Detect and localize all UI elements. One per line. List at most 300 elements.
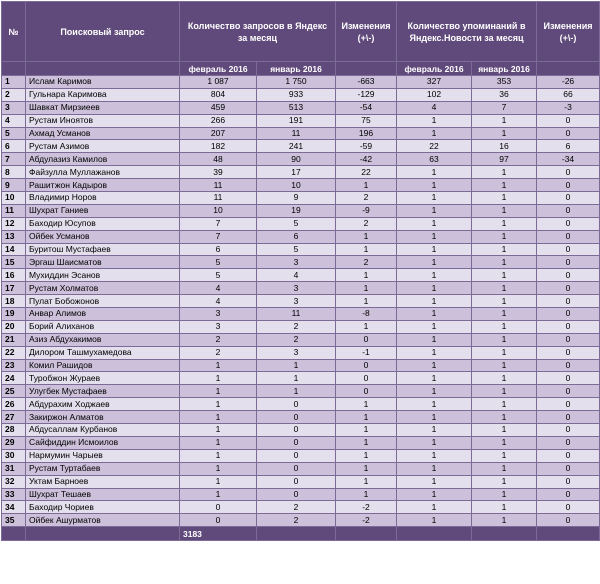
mentions-change: -26 <box>537 76 600 89</box>
table-row <box>2 140 600 153</box>
mentions-feb: 1 <box>397 346 472 359</box>
row-number: 26 <box>2 398 26 411</box>
table-row <box>2 359 600 372</box>
requests-jan: 11 <box>257 308 336 321</box>
query-name: Рустам Холматов <box>26 282 180 295</box>
requests-change: -2 <box>336 501 397 514</box>
requests-feb: 1 <box>180 398 257 411</box>
mentions-feb: 1 <box>397 192 472 205</box>
subheader-feb-mentions: февраль 2016 <box>397 62 472 76</box>
mentions-feb: 1 <box>397 282 472 295</box>
table-row <box>2 204 600 217</box>
mentions-change: 0 <box>537 192 600 205</box>
mentions-feb: 1 <box>397 179 472 192</box>
mentions-change: 0 <box>537 256 600 269</box>
mentions-feb: 1 <box>397 488 472 501</box>
requests-jan: 0 <box>257 488 336 501</box>
requests-change: 1 <box>336 282 397 295</box>
table-row <box>2 282 600 295</box>
query-name: Владимир Норов <box>26 192 180 205</box>
mentions-change: 0 <box>537 372 600 385</box>
requests-jan: 6 <box>257 230 336 243</box>
requests-change: 0 <box>336 385 397 398</box>
mentions-feb: 1 <box>397 514 472 527</box>
table-row <box>2 436 600 449</box>
requests-change: 1 <box>336 488 397 501</box>
header-row <box>2 2 600 62</box>
query-name: Абдусаллам Курбанов <box>26 424 180 437</box>
row-number: 17 <box>2 282 26 295</box>
row-number: 22 <box>2 346 26 359</box>
row-number: 25 <box>2 385 26 398</box>
mentions-change: 0 <box>537 424 600 437</box>
requests-jan: 3 <box>257 295 336 308</box>
row-number: 35 <box>2 514 26 527</box>
query-name: Буритош Мустафаев <box>26 243 180 256</box>
requests-change: -663 <box>336 76 397 89</box>
mentions-change: 0 <box>537 295 600 308</box>
mentions-change: 0 <box>537 462 600 475</box>
requests-change: 0 <box>336 333 397 346</box>
mentions-feb: 1 <box>397 385 472 398</box>
query-name: Азиз Абдухакимов <box>26 333 180 346</box>
mentions-jan: 1 <box>472 449 537 462</box>
requests-change: 1 <box>336 230 397 243</box>
table-row <box>2 333 600 346</box>
mentions-jan: 1 <box>472 308 537 321</box>
header-query: Поисковый запрос <box>26 2 180 62</box>
mentions-jan: 1 <box>472 385 537 398</box>
requests-jan: 1 <box>257 359 336 372</box>
table-row <box>2 346 600 359</box>
requests-jan: 2 <box>257 514 336 527</box>
requests-feb: 1 <box>180 359 257 372</box>
table-row <box>2 217 600 230</box>
requests-jan: 0 <box>257 398 336 411</box>
row-number: 27 <box>2 411 26 424</box>
mentions-jan: 1 <box>472 411 537 424</box>
requests-feb: 1 <box>180 449 257 462</box>
query-name: Ислам Каримов <box>26 76 180 89</box>
mentions-feb: 1 <box>397 449 472 462</box>
table-row <box>2 127 600 140</box>
mentions-feb: 1 <box>397 127 472 140</box>
requests-feb: 207 <box>180 127 257 140</box>
requests-feb: 4 <box>180 282 257 295</box>
mentions-change: -3 <box>537 101 600 114</box>
mentions-change: 0 <box>537 269 600 282</box>
total-empty <box>397 527 472 541</box>
table-row <box>2 88 600 101</box>
mentions-jan: 1 <box>472 436 537 449</box>
query-name: Туробжон Жураев <box>26 372 180 385</box>
query-name: Баходир Юсупов <box>26 217 180 230</box>
requests-change: 1 <box>336 398 397 411</box>
requests-jan: 5 <box>257 217 336 230</box>
row-number: 13 <box>2 230 26 243</box>
mentions-feb: 1 <box>397 411 472 424</box>
mentions-jan: 353 <box>472 76 537 89</box>
mentions-jan: 1 <box>472 295 537 308</box>
requests-jan: 4 <box>257 269 336 282</box>
requests-jan: 191 <box>257 114 336 127</box>
row-number: 10 <box>2 192 26 205</box>
mentions-change: 0 <box>537 346 600 359</box>
table-row <box>2 114 600 127</box>
mentions-feb: 22 <box>397 140 472 153</box>
mentions-jan: 1 <box>472 359 537 372</box>
mentions-change: 0 <box>537 398 600 411</box>
requests-feb: 1 <box>180 411 257 424</box>
requests-feb: 1 <box>180 462 257 475</box>
row-number: 14 <box>2 243 26 256</box>
row-number: 19 <box>2 308 26 321</box>
query-name: Файзулла Муллажанов <box>26 166 180 179</box>
mentions-jan: 1 <box>472 166 537 179</box>
table-body <box>2 76 600 527</box>
requests-feb: 1 <box>180 475 257 488</box>
table-row <box>2 76 600 89</box>
mentions-jan: 1 <box>472 346 537 359</box>
requests-change: -1 <box>336 346 397 359</box>
requests-jan: 11 <box>257 127 336 140</box>
table-row <box>2 308 600 321</box>
row-number: 1 <box>2 76 26 89</box>
requests-feb: 4 <box>180 295 257 308</box>
requests-feb: 5 <box>180 269 257 282</box>
row-number: 9 <box>2 179 26 192</box>
requests-feb: 266 <box>180 114 257 127</box>
total-value: 3183 <box>180 527 257 541</box>
total-empty <box>257 527 336 541</box>
mentions-jan: 1 <box>472 192 537 205</box>
requests-jan: 2 <box>257 501 336 514</box>
mentions-jan: 1 <box>472 475 537 488</box>
requests-change: 22 <box>336 166 397 179</box>
mentions-change: 6 <box>537 140 600 153</box>
mentions-change: 0 <box>537 114 600 127</box>
requests-jan: 90 <box>257 153 336 166</box>
mentions-jan: 1 <box>472 462 537 475</box>
requests-change: 1 <box>336 295 397 308</box>
requests-change: -2 <box>336 514 397 527</box>
requests-jan: 9 <box>257 192 336 205</box>
mentions-feb: 4 <box>397 101 472 114</box>
mentions-change: 0 <box>537 230 600 243</box>
table-row <box>2 501 600 514</box>
requests-feb: 7 <box>180 230 257 243</box>
row-number: 11 <box>2 204 26 217</box>
query-name: Эргаш Шаисматов <box>26 256 180 269</box>
mentions-feb: 1 <box>397 217 472 230</box>
query-name: Ойбек Ашурматов <box>26 514 180 527</box>
total-empty <box>472 527 537 541</box>
mentions-change: 0 <box>537 411 600 424</box>
requests-jan: 933 <box>257 88 336 101</box>
query-name: Баходир Чориев <box>26 501 180 514</box>
table-row <box>2 295 600 308</box>
row-number: 29 <box>2 436 26 449</box>
row-number: 16 <box>2 269 26 282</box>
query-name: Рустам Туртабаев <box>26 462 180 475</box>
query-name: Рашитжон Кадыров <box>26 179 180 192</box>
mentions-change: 0 <box>537 514 600 527</box>
table-row <box>2 385 600 398</box>
mentions-jan: 1 <box>472 127 537 140</box>
requests-feb: 1 <box>180 436 257 449</box>
header-news-mentions: Количество упоминаний в Яндекс.Новости за месяц <box>397 2 537 62</box>
mentions-jan: 7 <box>472 101 537 114</box>
mentions-feb: 1 <box>397 320 472 333</box>
table-row <box>2 256 600 269</box>
mentions-jan: 36 <box>472 88 537 101</box>
subheader-row <box>2 62 600 76</box>
mentions-jan: 16 <box>472 140 537 153</box>
requests-change: 1 <box>336 243 397 256</box>
table-row <box>2 398 600 411</box>
table-row <box>2 101 600 114</box>
requests-feb: 1 <box>180 424 257 437</box>
mentions-feb: 1 <box>397 295 472 308</box>
mentions-feb: 327 <box>397 76 472 89</box>
requests-change: 2 <box>336 256 397 269</box>
requests-jan: 2 <box>257 333 336 346</box>
subheader-jan-requests: январь 2016 <box>257 62 336 76</box>
query-name: Ахмад Усманов <box>26 127 180 140</box>
mentions-change: 0 <box>537 243 600 256</box>
table-row <box>2 449 600 462</box>
requests-jan: 0 <box>257 475 336 488</box>
row-number: 15 <box>2 256 26 269</box>
requests-change: 2 <box>336 217 397 230</box>
mentions-change: 0 <box>537 166 600 179</box>
mentions-jan: 1 <box>472 114 537 127</box>
table-row <box>2 243 600 256</box>
mentions-jan: 1 <box>472 488 537 501</box>
requests-feb: 1 <box>180 385 257 398</box>
requests-jan: 3 <box>257 346 336 359</box>
requests-feb: 10 <box>180 204 257 217</box>
table-row <box>2 411 600 424</box>
table-row <box>2 269 600 282</box>
mentions-feb: 1 <box>397 462 472 475</box>
requests-change: 0 <box>336 359 397 372</box>
mentions-jan: 1 <box>472 204 537 217</box>
mentions-change: 0 <box>537 359 600 372</box>
table-row <box>2 424 600 437</box>
table-row <box>2 320 600 333</box>
requests-jan: 241 <box>257 140 336 153</box>
mentions-jan: 1 <box>472 424 537 437</box>
requests-jan: 3 <box>257 282 336 295</box>
requests-feb: 459 <box>180 101 257 114</box>
requests-change: -42 <box>336 153 397 166</box>
mentions-jan: 1 <box>472 269 537 282</box>
mentions-jan: 1 <box>472 501 537 514</box>
subheader-empty <box>336 62 397 76</box>
requests-jan: 1 <box>257 385 336 398</box>
query-name: Шухрат Ганиев <box>26 204 180 217</box>
mentions-jan: 1 <box>472 398 537 411</box>
mentions-jan: 1 <box>472 333 537 346</box>
requests-change: -8 <box>336 308 397 321</box>
requests-feb: 2 <box>180 346 257 359</box>
mentions-change: 0 <box>537 127 600 140</box>
row-number: 12 <box>2 217 26 230</box>
row-number: 3 <box>2 101 26 114</box>
query-name: Рустам Иноятов <box>26 114 180 127</box>
requests-change: 1 <box>336 475 397 488</box>
requests-change: -59 <box>336 140 397 153</box>
mentions-change: 0 <box>537 217 600 230</box>
requests-feb: 11 <box>180 179 257 192</box>
requests-change: -9 <box>336 204 397 217</box>
mentions-change: 0 <box>537 501 600 514</box>
requests-change: 1 <box>336 424 397 437</box>
mentions-feb: 1 <box>397 230 472 243</box>
requests-feb: 2 <box>180 333 257 346</box>
header-change-mentions: Изменения (+\-) <box>537 2 600 62</box>
query-name: Борий Алиханов <box>26 320 180 333</box>
mentions-feb: 1 <box>397 269 472 282</box>
mentions-feb: 1 <box>397 436 472 449</box>
table-row <box>2 179 600 192</box>
requests-feb: 39 <box>180 166 257 179</box>
row-number: 21 <box>2 333 26 346</box>
requests-jan: 1 750 <box>257 76 336 89</box>
mentions-jan: 1 <box>472 514 537 527</box>
mentions-feb: 1 <box>397 501 472 514</box>
requests-change: 1 <box>336 411 397 424</box>
total-empty <box>537 527 600 541</box>
query-name: Пулат Бобожонов <box>26 295 180 308</box>
subheader-empty <box>26 62 180 76</box>
mentions-feb: 1 <box>397 204 472 217</box>
query-name: Уктам Барноев <box>26 475 180 488</box>
table-row <box>2 192 600 205</box>
requests-change: 1 <box>336 320 397 333</box>
requests-jan: 0 <box>257 449 336 462</box>
requests-change: 1 <box>336 179 397 192</box>
row-number: 30 <box>2 449 26 462</box>
requests-feb: 6 <box>180 243 257 256</box>
query-name: Абдулазиз Камилов <box>26 153 180 166</box>
requests-jan: 513 <box>257 101 336 114</box>
requests-feb: 182 <box>180 140 257 153</box>
requests-jan: 3 <box>257 256 336 269</box>
query-name: Шавкат Мирзиеев <box>26 101 180 114</box>
requests-feb: 804 <box>180 88 257 101</box>
table-row <box>2 230 600 243</box>
requests-jan: 5 <box>257 243 336 256</box>
total-empty <box>2 527 26 541</box>
mentions-jan: 97 <box>472 153 537 166</box>
mentions-feb: 1 <box>397 333 472 346</box>
row-number: 34 <box>2 501 26 514</box>
query-name: Ойбек Усманов <box>26 230 180 243</box>
mentions-feb: 63 <box>397 153 472 166</box>
requests-feb: 48 <box>180 153 257 166</box>
mentions-feb: 1 <box>397 166 472 179</box>
query-name: Улугбек Мустафаев <box>26 385 180 398</box>
row-number: 20 <box>2 320 26 333</box>
table-row <box>2 514 600 527</box>
mentions-jan: 1 <box>472 320 537 333</box>
requests-change: 1 <box>336 462 397 475</box>
mentions-feb: 1 <box>397 308 472 321</box>
requests-feb: 1 087 <box>180 76 257 89</box>
requests-change: 1 <box>336 269 397 282</box>
header-num: № <box>2 2 26 62</box>
requests-change: 1 <box>336 436 397 449</box>
table-row <box>2 372 600 385</box>
query-name: Рустам Азимов <box>26 140 180 153</box>
mentions-feb: 1 <box>397 114 472 127</box>
requests-jan: 0 <box>257 424 336 437</box>
requests-jan: 1 <box>257 372 336 385</box>
requests-feb: 1 <box>180 372 257 385</box>
mentions-change: 0 <box>537 179 600 192</box>
mentions-change: 0 <box>537 282 600 295</box>
query-name: Закиржон Алматов <box>26 411 180 424</box>
query-name: Сайфиддин Исмоилов <box>26 436 180 449</box>
requests-change: 1 <box>336 449 397 462</box>
row-number: 18 <box>2 295 26 308</box>
mentions-change: 66 <box>537 88 600 101</box>
mentions-change: 0 <box>537 320 600 333</box>
mentions-jan: 1 <box>472 256 537 269</box>
row-number: 8 <box>2 166 26 179</box>
mentions-jan: 1 <box>472 282 537 295</box>
requests-feb: 0 <box>180 501 257 514</box>
table-row <box>2 462 600 475</box>
requests-jan: 19 <box>257 204 336 217</box>
requests-jan: 10 <box>257 179 336 192</box>
mentions-change: 0 <box>537 204 600 217</box>
row-number: 28 <box>2 424 26 437</box>
requests-feb: 5 <box>180 256 257 269</box>
requests-change: 75 <box>336 114 397 127</box>
mentions-feb: 1 <box>397 424 472 437</box>
mentions-jan: 1 <box>472 217 537 230</box>
data-table <box>1 1 600 541</box>
query-name: Шухрат Тешаев <box>26 488 180 501</box>
row-number: 23 <box>2 359 26 372</box>
query-name: Комил Рашидов <box>26 359 180 372</box>
mentions-feb: 1 <box>397 475 472 488</box>
mentions-jan: 1 <box>472 372 537 385</box>
query-name: Дилором Ташмухамедова <box>26 346 180 359</box>
query-name: Нармумин Чарыев <box>26 449 180 462</box>
requests-feb: 3 <box>180 320 257 333</box>
table-row <box>2 488 600 501</box>
requests-jan: 17 <box>257 166 336 179</box>
mentions-change: 0 <box>537 385 600 398</box>
requests-change: 196 <box>336 127 397 140</box>
row-number: 5 <box>2 127 26 140</box>
table-row <box>2 153 600 166</box>
mentions-change: 0 <box>537 449 600 462</box>
requests-feb: 11 <box>180 192 257 205</box>
mentions-feb: 1 <box>397 372 472 385</box>
row-number: 31 <box>2 462 26 475</box>
mentions-change: -34 <box>537 153 600 166</box>
requests-change: 2 <box>336 192 397 205</box>
mentions-jan: 1 <box>472 179 537 192</box>
subheader-empty <box>2 62 26 76</box>
requests-feb: 1 <box>180 488 257 501</box>
mentions-feb: 1 <box>397 256 472 269</box>
